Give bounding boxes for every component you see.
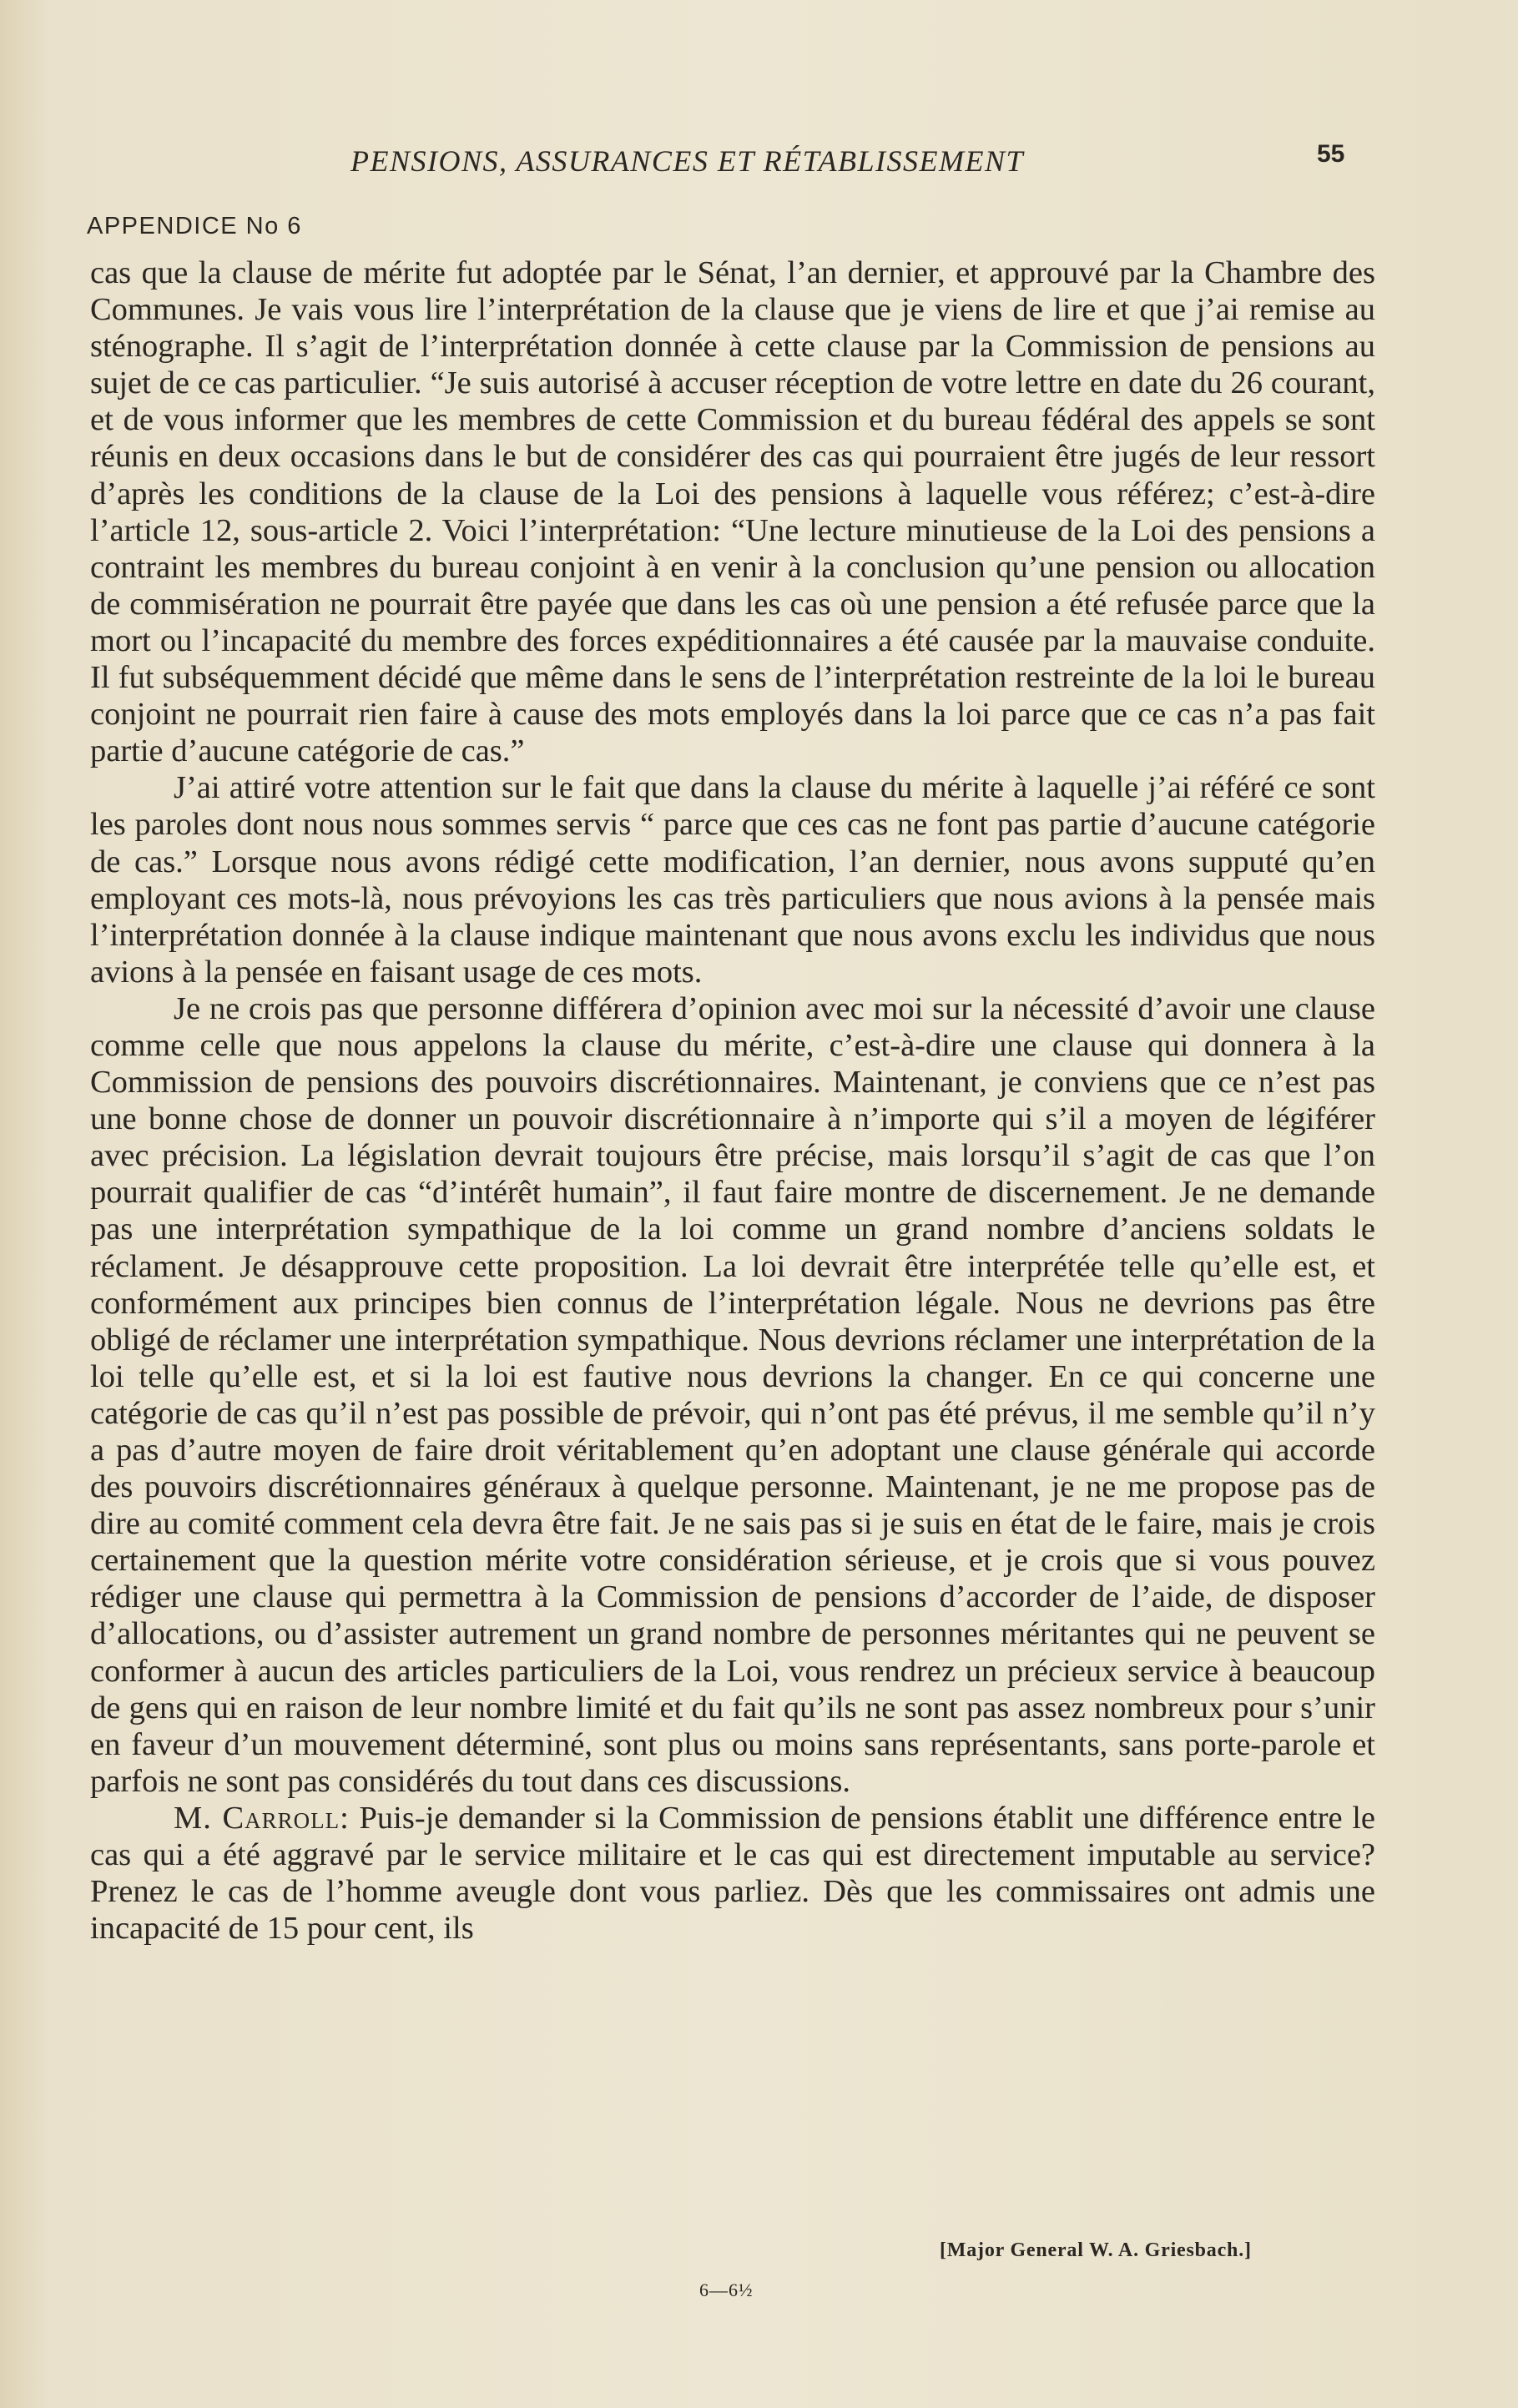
paragraph <box>90 769 1375 990</box>
paragraph-text: cas que la clause de mérite fut adoptée par le Sénat, l’an dernier, et approuvé par la Chambre des Communes. Je vais vous lire l’interprétation de la clause que je viens de lire et que j’ai remise au sténographe. Il s’agit de l’interprétation donnée à cette clause par la Commission de pensions au sujet de ce cas particulier. “Je suis autorisé à accuser réception de votre lettre en date du 26 courant, et de vous informer que les membres de cette Commission et du bureau fédéral des appels se sont réunis en deux occasions dans le but de considérer des cas qui pourraient être jugés de leur ressort d’après les conditions de la clause de la Loi des pensions à laquelle vous référez; c’est-à-dire l’article 12, sous-article 2. Voici l’interprétation: “Une lecture minutieuse de la Loi des pensions a contraint les membres du bureau conjoint à en venir à la conclusion qu’une pension ou allocation de commisération ne pourrait être payée que dans les cas où une pension a été refusée parce que la mort ou l’incapacité du membre des forces expéditionnaires a été causée par la mauvaise conduite. Il fut subséquemment décidé que même dans le sens de l’interprétation restreinte de la loi le bureau conjoint ne pourrait rien faire à cause des mots employés dans la loi parce que ce cas n’a pas fait partie d’aucune catégorie de cas.” <box>90 255 1375 769</box>
running-title: PENSIONS, ASSURANCES ET RÉTABLISSEMENT <box>351 144 1025 178</box>
paragraph <box>90 254 1375 769</box>
page-number: 55 <box>1317 140 1345 168</box>
paragraph <box>90 990 1375 1800</box>
body-text <box>90 254 1375 1947</box>
speaker-name: M. Carroll: <box>174 1800 350 1836</box>
paragraph-text: Je ne crois pas que personne différera d’opinion avec moi sur la nécessité d’avoir une clause comme celle que nous appelons la clause du mérite, c’est-à-dire une clause qui donnera à la Commission de pensions des pouvoirs discrétionnaires. Maintenant, je conviens que ce n’est pas une bonne chose de donner un pouvoir discrétionnaire à n’importe qui s’il a moyen de légiférer avec précision. La législation devrait toujours être précise, mais lorsqu’il s’agit de cas que l’on pourrait qualifier de cas “d’intérêt humain”, il faut faire montre de discernement. Je ne demande pas une interprétation sympathique de la loi comme un grand nombre d’anciens soldats le réclament. Je désapprouve cette proposition. La loi devrait être interprétée telle qu’elle est, et conformément aux principes bien connus de l’interprétation légale. Nous ne devrions pas être obligé de réclamer une interprétation sympathique. Nous devrions réclamer une interprétation de la loi telle qu’elle est, et si la loi est fautive nous devrions la changer. En ce qui concerne une catégorie de cas qu’il n’est pas possible de prévoir, qui n’ont pas été prévus, il me semble qu’il n’y a pas d’autre moyen de faire droit véritablement qu’en adoptant une clause générale qui accorde des pouvoirs discrétionnaires généraux à quelque personne. Maintenant, je ne me propose pas de dire au comité comment cela devra être fait. Je ne sais pas si je suis en état de le faire, mais je crois certainement que la question mérite votre considération sérieuse, et je crois que si vous pouvez rédiger une clause qui permettra à la Commission de pensions d’accorder de l’aide, de disposer d’allocations, ou d’assister autrement un grand nombre de personnes méritantes qui ne peuvent se conformer à aucun des articles particuliers de la Loi, vous rendrez un précieux service à beaucoup de gens qui en raison de leur nombre limité et du fait qu’ils ne sont pas assez nombreux pour s’unir en faveur d’un mouvement déterminé, sont plus ou moins sans représentants, sans porte-parole et parfois ne sont pas considérés du tout dans ces discussions. <box>90 990 1375 1799</box>
signature-mark: 6—6½ <box>699 2280 754 2300</box>
speaker-attribution: [Major General W. A. Griesbach.] <box>940 2239 1252 2261</box>
appendix-label: APPENDICE No 6 <box>87 213 302 239</box>
paragraph-text: J’ai attiré votre attention sur le fait que dans la clause du mérite à laquelle j’ai référé ce sont les paroles dont nous nous sommes servis “ parce que ces cas ne font pas partie d’aucune catégorie de cas.” Lorsque nous avons rédigé cette modification, l’an dernier, nous avons supputé qu’en employant ces mots-là, nous prévoyions les cas très particuliers que nous avions à la pensée mais l’interprétation donnée à la clause indique maintenant que nous avons exclu les individus que nous avions à la pensée en faisant usage de ces mots. <box>90 770 1375 990</box>
paragraph-text: Puis-je demander si la Commission de pensions établit une différence entre le cas qui a été aggravé par le service militaire et le cas qui est directement imputable au service? Prenez le cas de l’homme aveugle dont vous parliez. Dès que les commissaires ont admis une incapacité de 15 pour cent, ils <box>90 1800 1376 1947</box>
paragraph <box>90 1800 1375 1947</box>
